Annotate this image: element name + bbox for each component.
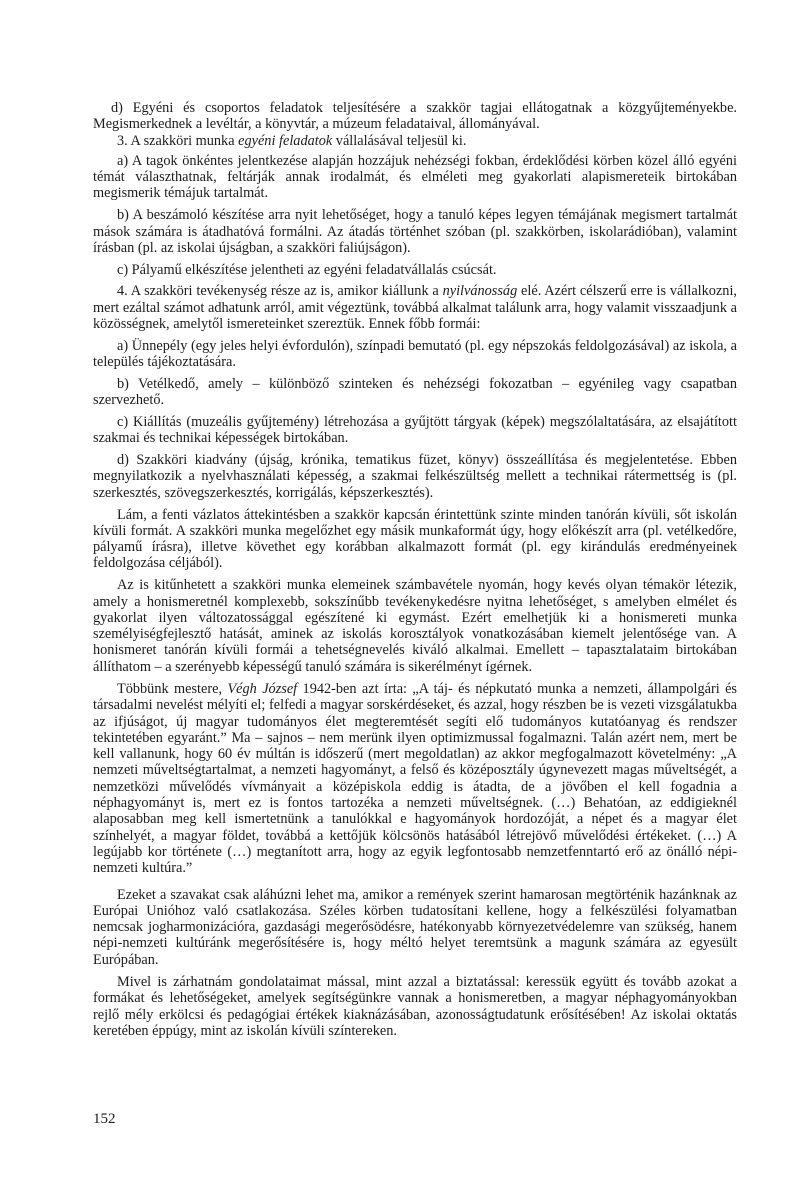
text-run: Többünk mestere, — [117, 681, 228, 697]
paragraph-12 — [93, 577, 737, 675]
text-run: c) Kiállítás (muzeális gyűjtemény) létrehozása a gyűjtött tárgyak (képek) megszólaltatására, az elsajátított szakmai és technikai képességek birtokában. — [93, 414, 737, 447]
paragraph-11 — [93, 507, 737, 572]
text-run: Lám, a fenti vázlatos áttekintésben a szakkör kapcsán érintettünk szinte minden tanórán kívüli, sőt iskolán kívüli formát. A szakköri munka megelőzhet egy másik munkaformát úgy, hogy előkészít arra (pl. vetélkedőre, pályamű írásra), illetve követhet egy korábban alkalmazott formát (pl. egy kirándulás eredményeinek feldolgozása céljából). — [93, 506, 737, 572]
text-run: b) A beszámoló készítése arra nyit lehetőséget, hogy a tanuló képes legyen témájának megismert tartalmát mások számára is átadhatóvá formálni. Az átadás történhet szóban (pl. szakkörben, iskolarádióban), valamint írásban (pl. az iskolai újságban, a szakköri faliújságon). — [93, 207, 737, 256]
paragraph-8 — [93, 376, 737, 409]
paragraph-7 — [93, 338, 737, 371]
paragraph-5 — [93, 262, 737, 278]
text-run: Mivel is zárhatnám gondolataimat mással, mint azzal a biztatással: keressük együtt és tovább azokat a formákat és lehetőségeket, amelyek segítségünkre vannak a honismeretben, a magyar néphagyományokban rejlő mély erkölcsi és pedagógiai értékek kiaknázásában, azonosságtudatunk erősítésében! Az iskolai oktatás keretében éppúgy, mint az iskolán kívüli színtereken. — [93, 974, 737, 1039]
text-run: 3. A szakköri munka — [117, 132, 239, 149]
text-run: a) Ünnepély (egy jeles helyi évfordulón), színpadi bemutató (pl. egy népszokás feldolgozásával) az iskola, a település tájékoztatására. — [93, 337, 737, 371]
paragraph-15 — [93, 974, 737, 1039]
paragraph-13 — [93, 681, 737, 877]
paragraph-1 — [93, 100, 737, 133]
text-run: b) Vetélkedő, amely – különböző szinteken és nehézségi fokozatban – egyénileg vagy csapatban szervezhető. — [93, 375, 737, 409]
page-body — [93, 100, 737, 1045]
paragraph-2 — [93, 133, 737, 149]
text-run: d) Egyéni és csoportos feladatok teljesítésére a szakkör tagjai ellátogatnak a közgyűjteményekbe. Megismerkednek a levéltár, a könyvtár, a múzeum feladataival, állományával. — [93, 100, 737, 133]
italic-run: Végh József — [227, 681, 298, 697]
paragraph-3 — [93, 153, 737, 202]
page-number: 152 — [93, 1111, 116, 1127]
italic-run: egyéni feladatok — [238, 132, 333, 149]
text-run: Az is kitűnhetett a szakköri munka elemeinek számbavétele nyomán, hogy kevés olyan témakör létezik, amely a honismeretnél komplexebb, sokszínűbb tevékenykedésre nyitna lehetőséget, s amelyben elmélet és gyakorlat ilyen változatossággal egészítené ki egymást. Ezért emelhetjük ki a honismereti munka személyiségfejlesztő hatását, aminek az iskolás korosztályok vonatkozásában kiemelt jelentősége van. A honismeret tanórán kívüli formái a tehetségnevelés kiváló alkalmai. Emellett – tapasztalataim birtokában állíthatom – a szerényebb képességű tanuló számára is sikerélményt ígérnek. — [93, 577, 737, 675]
paragraph-4 — [93, 207, 737, 256]
paragraph-9 — [93, 414, 737, 447]
text-run: d) Szakköri kiadvány (újság, krónika, tematikus füzet, könyv) összeállítása és megjelentetése. Ebben megnyilatkozik a nyelvhasználati képesség, a szakmai felkészültség mellett a technikai rátermettség is (pl. szerkesztés, szövegszerkesztés, korrigálás, képszerkesztés). — [93, 452, 737, 501]
paragraph-10 — [93, 452, 737, 501]
paragraph-14 — [93, 887, 737, 968]
text-run: elé. Azért célszerű erre is vállalkozni, mert ezáltal számot adhatunk arról, amit végeztünk, továbbá alkalmat találunk arra, hogy valamit visszaadjunk a közösségnek, amelytől ismereteinket szereztük. Ennek főbb formái: — [93, 283, 737, 333]
text-run: a) A tagok önkéntes jelentkezése alapján hozzájuk nehézségi fokban, érdeklődési körben közel álló egyéni témát választhatnak, feltárják annak irodalmát, és elméleti meg gyakorlati alapismereteik birtokában megismerik témájuk tartalmát. — [93, 152, 737, 202]
paragraph-6 — [93, 283, 737, 332]
text-run: vállalásával teljesül ki. — [332, 132, 467, 149]
text-run: c) Pályamű elkészítése jelentheti az egyéni feladatvállalás csúcsát. — [117, 261, 497, 278]
italic-run: nyilvánosság — [442, 283, 518, 300]
text-run: 1942-ben azt írta: „A táj- és népkutató munka a nemzeti, állampolgári és társadalmi nevelést mélyíti el; felfedi a magyar sorskérdéseket, és azzal, hogy részben be is vezeti vizsgálatukba az ifjúságot, új magyar tudományos élet megteremtését segíti elő tudományos kutatóanyag és rendszer tekintetében egyaránt.” Ma – sajnos – nem merünk ilyen optimizmussal fogalmazni. Talán azért nem, mert be kell vallanunk, hogy 60 év múltán is időszerű (mert megoldatlan) az akkor megfogalmazott követelmény: „A nemzeti műveltségtartalmat, a nemzeti hagyományt, a felső és középosztály úgynevezett magas műveltségét, a nemzetközi művelődés vívmányait a középiskola eddig is átadta, de a jövőben el kell fogadnia a néphagyományt is, mert ez is fontos tartozéka a nemzeti műveltségnek. (…) Behatóan, az eddigieknél alaposabban meg kell ismertetnünk a tanulókkal e hagyományok hordozóját, a népet és a magyar élet színhelyét, a magyar földet, továbbá a kettőjük kölcsönös hatásából létrejövő művelődési értékeket. (…) A legújabb kor története (…) megtanított arra, hogy az egyik legfontosabb nemzetfenntartó erő az önálló népi-nemzeti kultúra.” — [93, 681, 737, 877]
text-run: Ezeket a szavakat csak aláhúzni lehet ma, amikor a remények szerint hamarosan megtörténik hazánknak az Európai Unióhoz való csatlakozása. Széles körben tudatosítani kellene, hogy a felkészülési folyamatban nemcsak jogharmonizációra, gazdasági megerősödésre, hatékonyabb környezetvédelemre van szükség, hanem népi-nemzeti kultúránk megerősítésére is, hogy méltó helyet teremtsünk a magunk számára az egyesült Európában. — [93, 886, 737, 968]
text-run: 4. A szakköri tevékenység része az is, amikor kiállunk a — [117, 283, 443, 300]
